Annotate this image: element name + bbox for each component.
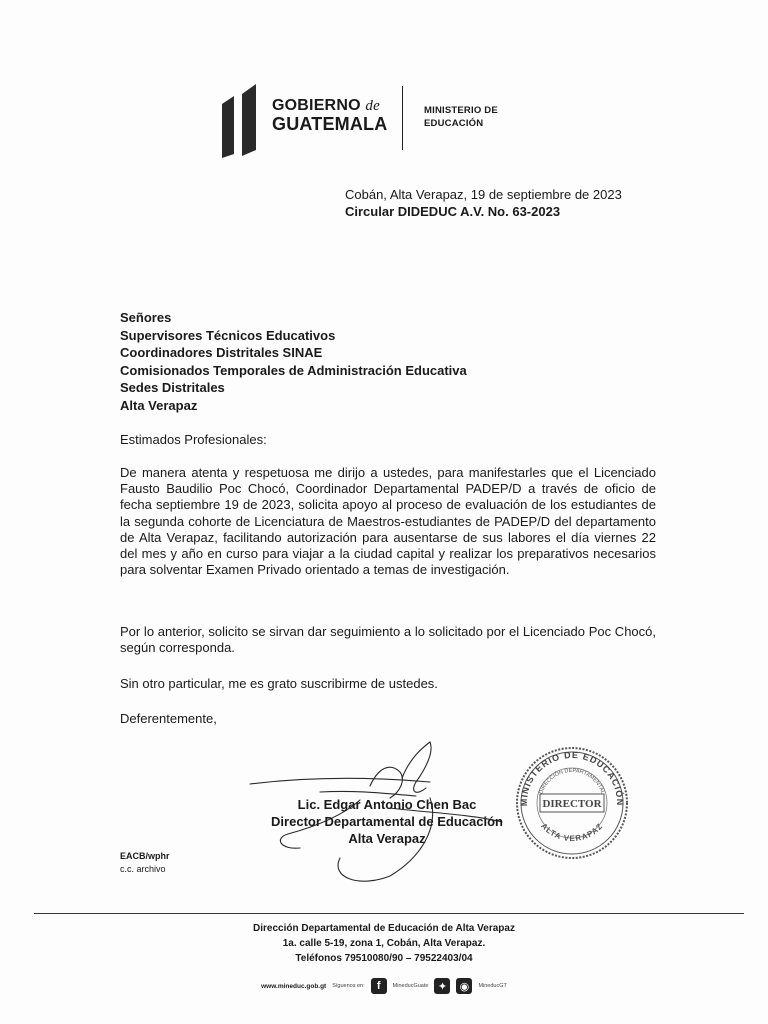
closing: Deferentemente,	[120, 711, 217, 726]
recipient-line: Coordinadores Distritales SINAE	[120, 345, 323, 360]
signer-place: Alta Verapaz	[348, 831, 426, 846]
recipients-block	[120, 309, 467, 414]
twitter-icon[interactable]: ✦	[434, 978, 450, 994]
svg-text:DIRECCIÓN DEPARTAMENTAL: DIRECCIÓN DEPARTAMENTAL	[538, 767, 606, 795]
date-block	[345, 186, 622, 220]
svg-text:ALTA VERAPAZ: ALTA VERAPAZ	[539, 821, 605, 844]
body-paragraph: Por lo anterior, solicito se sirvan dar seguimiento a lo solicitado por el Licenciado Poc Chocó, según corresponda.	[120, 624, 656, 656]
signer-title: Director Departamental de Educación	[271, 814, 503, 829]
svg-text:MINISTERIO DE EDUCACIÓN: MINISTERIO DE EDUCACIÓN	[518, 749, 626, 807]
twitter-handle[interactable]: MineducGT	[478, 983, 507, 989]
signer-name: Lic. Edgar Antonio Chen Bac	[297, 797, 477, 812]
instagram-icon[interactable]: ◉	[456, 978, 472, 994]
svg-text:DIRECTOR: DIRECTOR	[542, 798, 602, 810]
circular-number: Circular DIDEDUC A.V. No. 63-2023	[345, 204, 561, 219]
recipient-line: Alta Verapaz	[120, 397, 198, 413]
recipient-line: Señores	[120, 310, 172, 325]
body-paragraph: De manera atenta y respetuosa me dirijo a ustedes, para manifestarles que el Licenciado Fausto Baudilio Poc Chocó, Coordinador Departamental PADEP/D a través de oficio de fecha septiembre 19 de 2023, solicita apoyo al proceso de evaluación de los estudiantes de la segunda cohorte de Licenciatura de Maestros-estudiantes de PADEP/D del departamento de Alta Verapaz, facilitando autorización para ausentarse de sus labores el día viernes 22 del mes y año en curso para viajar a la ciudad capital y realizar los preparativos necesarios para solventar Examen Privado orientado a temas de investigación.	[120, 465, 656, 578]
signature-block	[232, 796, 542, 847]
facebook-handle[interactable]: MineducGuate	[392, 983, 429, 989]
official-seal-stamp	[513, 744, 631, 862]
facebook-icon[interactable]: f	[371, 978, 387, 994]
footer-address: Dirección Departamental de Educación de Alta Verapaz 1a. calle 5-19, zona 1, Cobán, Alta Verapaz. Teléfonos 79510080/90 – 79522403/04	[253, 923, 515, 964]
recipient-line: Sedes Distritales	[120, 380, 225, 395]
website-link[interactable]: www.mineduc.gob.gt	[261, 982, 327, 990]
place-date: Cobán, Alta Verapaz, 19 de septiembre de 2023	[345, 187, 622, 202]
logo-divider	[402, 86, 403, 150]
follow-label: Síguenos en:	[332, 983, 365, 989]
social-links	[0, 976, 768, 996]
recipient-line: Supervisores Técnicos Educativos	[120, 327, 336, 343]
guatemala-bars-icon	[220, 82, 264, 160]
salutation: Estimados Profesionales:	[120, 432, 267, 447]
footer-divider	[34, 913, 744, 914]
gobierno-wordmark: GOBIERNO de GUATEMALA	[272, 97, 388, 134]
recipient-line: Comisionados Temporales de Administración Educativa	[120, 362, 467, 378]
reference-initials: EACB/wphr c.c. archivo	[120, 851, 170, 874]
ministerio-wordmark: MINISTERIO DE EDUCACIÓN	[424, 105, 498, 129]
body-paragraph: Sin otro particular, me es grato suscribirme de ustedes.	[120, 676, 438, 691]
government-logo	[220, 82, 520, 162]
